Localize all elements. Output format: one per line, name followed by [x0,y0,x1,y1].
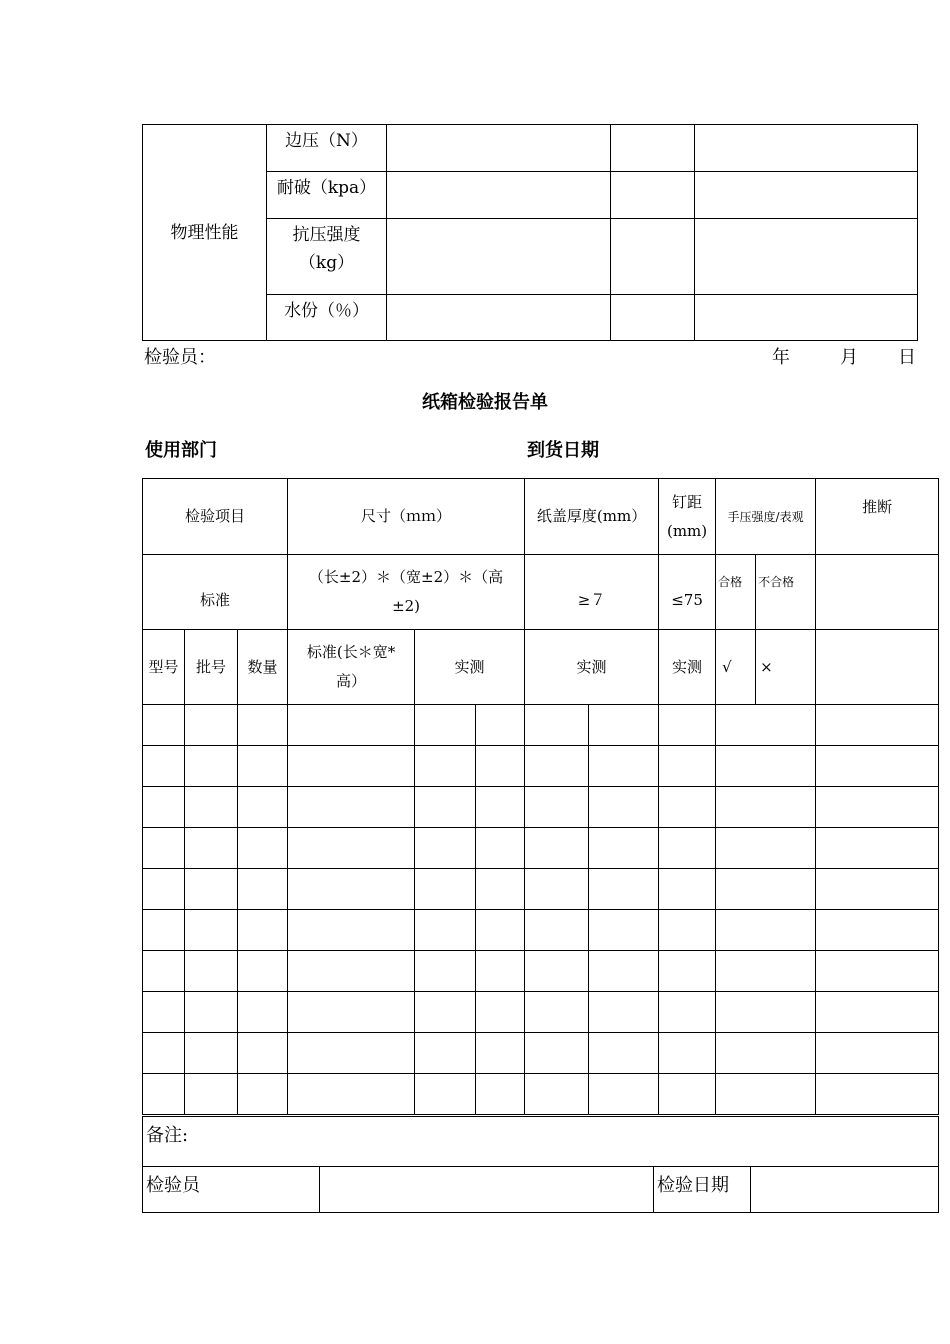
header-judgment: 推断 [816,479,939,555]
footer-inspection-date-field[interactable] [751,1167,939,1213]
table-cell[interactable] [525,910,589,951]
table-cell[interactable] [816,910,939,951]
table-cell[interactable] [415,992,476,1033]
table-cell[interactable] [816,787,939,828]
table-cell[interactable] [476,992,525,1033]
table-cell[interactable] [659,705,716,746]
table-cell[interactable] [816,746,939,787]
physical-properties-label: 物理性能 [143,125,267,341]
column-standard-dims [288,630,415,705]
value-cell[interactable] [611,125,695,172]
size-standard [288,555,525,630]
table-cell[interactable] [238,951,288,992]
table-cell[interactable] [185,910,238,951]
table-cell[interactable] [476,869,525,910]
table-cell[interactable] [659,787,716,828]
pitch-standard: ≤75 [659,555,716,630]
remarks-label: 备注: [146,1125,189,1146]
table-cell[interactable] [238,705,288,746]
table-cell[interactable] [659,1074,716,1115]
compression-strength-label-line1: 抗压强度 [292,225,361,245]
month-label: 月 [840,347,858,368]
column-measured-thickness: 实测 [525,630,659,705]
table-cell[interactable] [716,787,816,828]
value-cell[interactable] [695,172,918,219]
size-standard-line2: ±2) [392,597,421,615]
check-mark-header: √ [716,630,756,705]
table-cell[interactable] [185,787,238,828]
cross-mark-header: × [756,630,816,705]
table-row [143,910,939,951]
table-cell[interactable] [816,1074,939,1115]
table-cell[interactable] [816,705,939,746]
table-cell[interactable] [143,1033,185,1074]
day-label: 日 [898,347,916,368]
column-standard-dims-line2: 高） [336,672,367,690]
table-cell[interactable] [589,1074,659,1115]
department-label: 使用部门 [145,440,217,461]
table-cell[interactable] [525,1033,589,1074]
table-cell[interactable] [476,910,525,951]
header-nail-pitch-line1: 钉距 [672,492,703,511]
table-cell[interactable] [238,787,288,828]
edge-crush-label: 边压（N） [267,125,387,172]
year-label: 年 [772,347,790,368]
table-cell[interactable] [716,828,816,869]
table-cell[interactable] [716,869,816,910]
header-lid-thickness: 纸盖厚度(mm） [525,479,659,555]
table-cell[interactable] [589,828,659,869]
header-hand-pressure: 手压强度/表观 [716,479,816,555]
table-cell[interactable] [415,705,476,746]
inspection-table [142,478,939,1115]
table-cell[interactable] [185,992,238,1033]
table-cell[interactable] [589,1033,659,1074]
table-cell[interactable] [288,787,415,828]
value-cell[interactable] [695,219,918,295]
table-cell[interactable] [716,705,816,746]
table-cell[interactable] [476,828,525,869]
table-cell[interactable] [238,992,288,1033]
table-cell[interactable] [659,992,716,1033]
table-cell[interactable] [589,705,659,746]
table-cell[interactable] [659,828,716,869]
table-cell[interactable] [659,869,716,910]
table-row [143,705,939,746]
table-cell[interactable] [476,951,525,992]
table-cell[interactable] [415,746,476,787]
table-cell[interactable] [525,705,589,746]
column-standard-dims-line1: 标准(长＊宽* [306,643,396,661]
table-cell[interactable] [716,951,816,992]
standard-label: 标准 [143,555,288,630]
footer-table [142,1116,939,1213]
column-measured-pitch: 实测 [659,630,716,705]
table-cell[interactable] [143,1074,185,1115]
table-cell[interactable] [143,869,185,910]
table-cell[interactable] [143,787,185,828]
table-cell[interactable] [716,1074,816,1115]
table-cell[interactable] [525,746,589,787]
table-cell[interactable] [238,869,288,910]
table-row [143,746,939,787]
table-cell[interactable] [415,1033,476,1074]
table-row [143,951,939,992]
table-cell[interactable] [288,951,415,992]
table-cell[interactable] [185,951,238,992]
table-cell[interactable] [476,1074,525,1115]
table-cell[interactable] [659,951,716,992]
footer-inspector-field[interactable] [320,1167,654,1213]
table-cell[interactable] [185,828,238,869]
table-cell[interactable] [816,992,939,1033]
thickness-standard: ≥７ [525,555,659,630]
table-row [143,1074,939,1115]
table-cell[interactable] [143,910,185,951]
table-cell[interactable] [185,746,238,787]
inspector-signature-label: 检验员： [144,347,216,368]
footer-inspection-date-label: 检验日期 [654,1167,751,1213]
table-cell[interactable] [185,1033,238,1074]
table-cell[interactable] [288,828,415,869]
report-title: 纸箱检验报告单 [422,392,548,413]
table-cell[interactable] [525,787,589,828]
table-cell[interactable] [185,869,238,910]
table-cell[interactable] [589,951,659,992]
table-cell[interactable] [415,787,476,828]
compression-strength-label [267,219,387,295]
table-cell[interactable] [589,910,659,951]
table-row [143,869,939,910]
table-cell[interactable] [238,910,288,951]
table-cell[interactable] [659,910,716,951]
table-cell[interactable] [476,1033,525,1074]
table-cell[interactable] [288,746,415,787]
table-cell[interactable] [589,787,659,828]
table-cell[interactable] [288,910,415,951]
table-cell[interactable] [415,1074,476,1115]
column-quantity: 数量 [238,630,288,705]
table-cell[interactable] [716,746,816,787]
header-nail-pitch [659,479,716,555]
table-cell[interactable] [288,1074,415,1115]
table-cell[interactable] [525,951,589,992]
table-cell[interactable] [525,1074,589,1115]
value-cell[interactable] [387,295,611,341]
table-cell[interactable] [143,746,185,787]
value-cell[interactable] [611,172,695,219]
header-nail-pitch-line2: (mm) [666,521,708,540]
value-cell[interactable] [387,125,611,172]
column-measured-size: 实测 [415,630,525,705]
table-cell[interactable] [659,746,716,787]
table-cell[interactable] [816,1033,939,1074]
size-standard-line1: （长±2）＊（宽±2）＊（高 [308,568,504,586]
remarks-field[interactable] [143,1117,939,1167]
judgment-standard-cell [816,555,939,630]
table-cell[interactable] [415,951,476,992]
table-cell[interactable] [716,910,816,951]
table-cell[interactable] [589,746,659,787]
table-cell[interactable] [238,1033,288,1074]
table-cell[interactable] [238,746,288,787]
physical-properties-table [142,124,918,341]
table-cell[interactable] [816,828,939,869]
value-cell[interactable] [611,295,695,341]
table-cell[interactable] [143,705,185,746]
table-cell[interactable] [589,992,659,1033]
arrival-date-label: 到货日期 [527,440,599,461]
table-cell[interactable] [659,1033,716,1074]
table-cell[interactable] [476,787,525,828]
table-cell[interactable] [288,992,415,1033]
value-cell[interactable] [387,219,611,295]
table-cell[interactable] [143,828,185,869]
table-cell[interactable] [238,1074,288,1115]
column-model: 型号 [143,630,185,705]
value-cell[interactable] [387,172,611,219]
table-cell[interactable] [288,869,415,910]
footer-inspector-label: 检验员 [143,1167,320,1213]
table-cell[interactable] [288,705,415,746]
table-cell[interactable] [816,869,939,910]
table-cell[interactable] [143,951,185,992]
table-row [143,828,939,869]
table-cell[interactable] [589,869,659,910]
value-cell[interactable] [695,295,918,341]
table-cell[interactable] [525,992,589,1033]
table-cell[interactable] [415,828,476,869]
value-cell[interactable] [695,125,918,172]
table-row [143,992,939,1033]
judgment-column-cell [816,630,939,705]
value-cell[interactable] [611,219,695,295]
column-batch: 批号 [185,630,238,705]
header-inspection-item: 检验项目 [143,479,288,555]
table-cell[interactable] [716,1033,816,1074]
table-cell[interactable] [238,828,288,869]
table-cell[interactable] [816,951,939,992]
table-cell[interactable] [476,705,525,746]
table-cell[interactable] [143,992,185,1033]
moisture-label: 水份（％） [267,295,387,341]
table-row [143,1033,939,1074]
table-cell[interactable] [415,869,476,910]
table-cell[interactable] [415,910,476,951]
table-cell[interactable] [185,1074,238,1115]
table-row [143,787,939,828]
pass-label: 合格 [716,555,756,630]
compression-strength-label-line2: （kg） [298,253,355,273]
fail-label: 不合格 [756,555,816,630]
table-cell[interactable] [288,1033,415,1074]
table-cell[interactable] [476,746,525,787]
table-cell[interactable] [525,869,589,910]
header-size: 尺寸（ｍｍ） [288,479,525,555]
table-cell[interactable] [185,705,238,746]
table-cell[interactable] [716,992,816,1033]
burst-strength-label: 耐破（kpa） [267,172,387,219]
table-cell[interactable] [525,828,589,869]
